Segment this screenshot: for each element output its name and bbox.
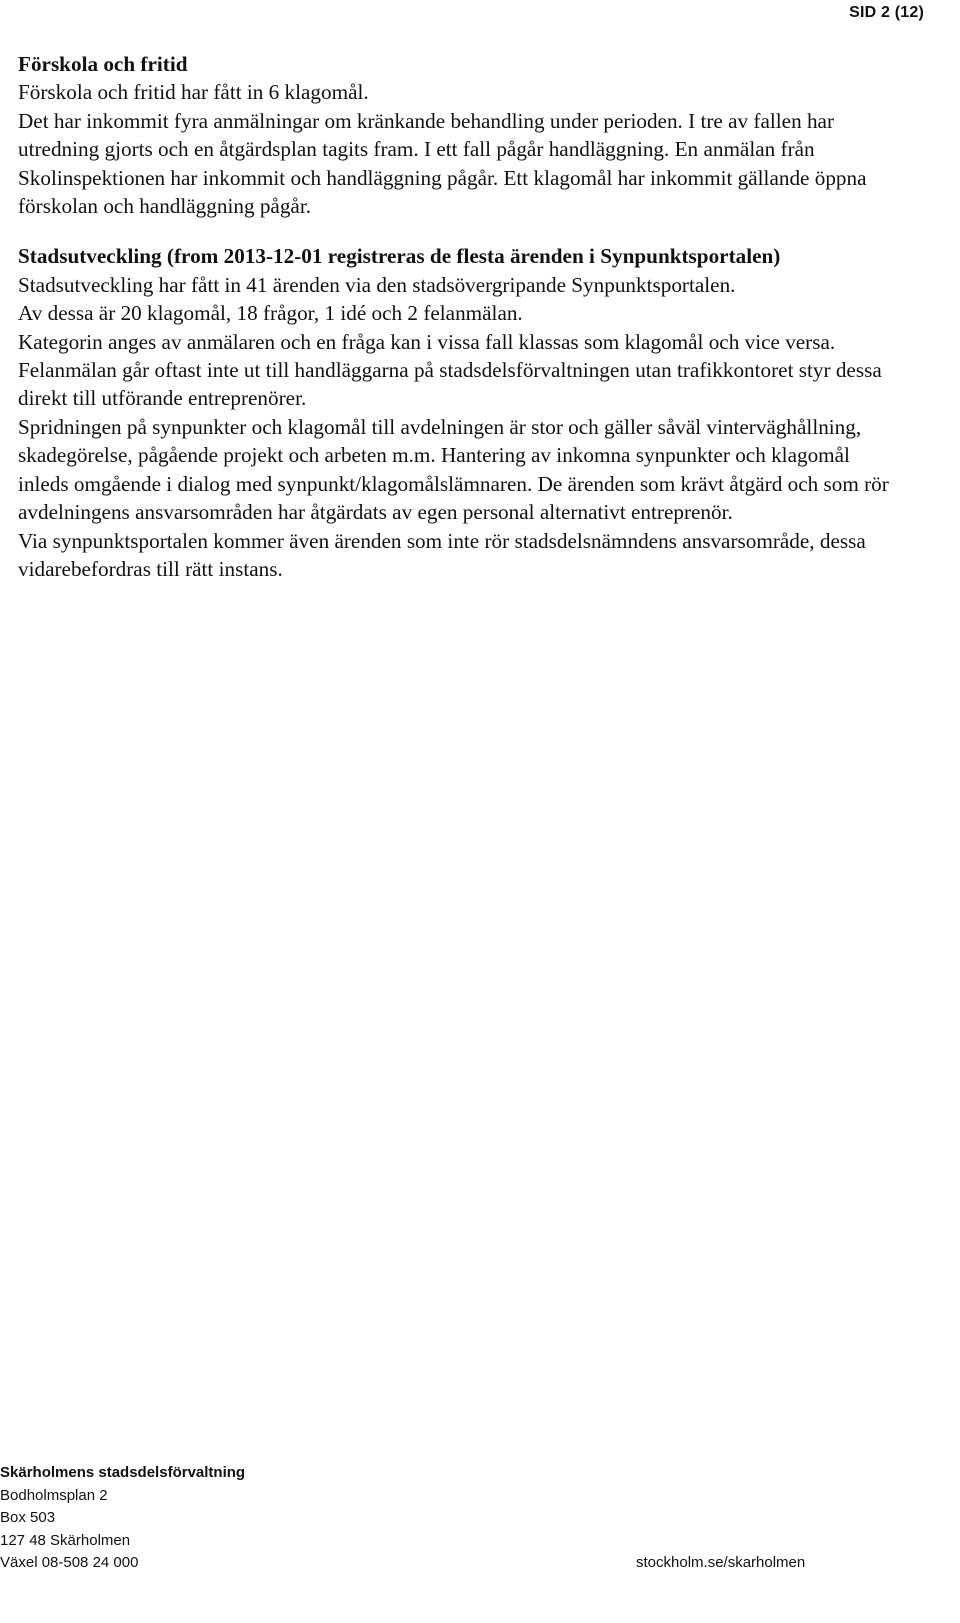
paragraph: Spridningen på synpunkter och klagomål till avdelningen är stor och gäller såväl vinterväghållning, skadegörelse, pågående projekt och arbeten m.m. Hantering av inkomna synpunkter och klagomål inleds omgående i dialog med synpunkt/klagomålslämnaren. De ärenden som krävt åtgärd och som rör avdelningens ansvarsområden har åtgärdats av egen personal alternativt entreprenör. <box>18 414 889 525</box>
footer-phone: Växel 08-508 24 000 <box>0 1554 139 1571</box>
section-forskola-och-fritid <box>18 50 898 220</box>
paragraph: Av dessa är 20 klagomål, 18 frågor, 1 idé och 2 felanmälan. <box>18 301 523 326</box>
section-heading: Stadsutveckling (from 2013-12-01 registreras de flesta ärenden i Synpunktsportalen) <box>18 244 781 269</box>
footer-street: Bodholmsplan 2 <box>0 1486 108 1504</box>
footer-organization: Skärholmens stadsdelsförvaltning <box>0 1464 246 1481</box>
page-number: SID 2 (12) <box>849 4 924 21</box>
section-heading: Förskola och fritid <box>18 52 188 76</box>
footer-website-link[interactable]: stockholm.se/skarholmen <box>636 1554 806 1571</box>
footer-contact-row <box>0 1552 900 1575</box>
paragraph: Förskola och fritid har fått in 6 klagomål. <box>18 80 369 105</box>
footer-box: Box 503 <box>0 1509 56 1526</box>
paragraph: Kategorin anges av anmälaren och en fråga kan i vissa fall klassas som klagomål och vice versa. Felanmälan går oftast inte ut till handläggarna på stadsdelsförvaltningen utan trafikkontoret styr dessa direkt till utförande entreprenörer. <box>18 329 882 411</box>
document-body <box>18 50 898 605</box>
paragraph: Stadsutveckling har fått in 41 ärenden via den stadsövergripande Synpunktsportalen. <box>18 272 736 297</box>
page-footer <box>0 1462 900 1575</box>
section-stadsutveckling <box>18 242 898 583</box>
paragraph: Via synpunktsportalen kommer även ärenden som inte rör stadsdelsnämndens ansvarsområde, dessa vidarebefordras till rätt instans. <box>18 528 866 581</box>
footer-postal: 127 48 Skärholmen <box>0 1531 131 1549</box>
paragraph: Det har inkommit fyra anmälningar om kränkande behandling under perioden. I tre av fallen har utredning gjorts och en åtgärdsplan tagits fram. I ett fall pågår handläggning. En anmälan från Skolinspektionen har inkommit och handläggning pågår. Ett klagomål har inkommit gällande öppna förskolan och handläggning pågår. <box>18 108 867 219</box>
